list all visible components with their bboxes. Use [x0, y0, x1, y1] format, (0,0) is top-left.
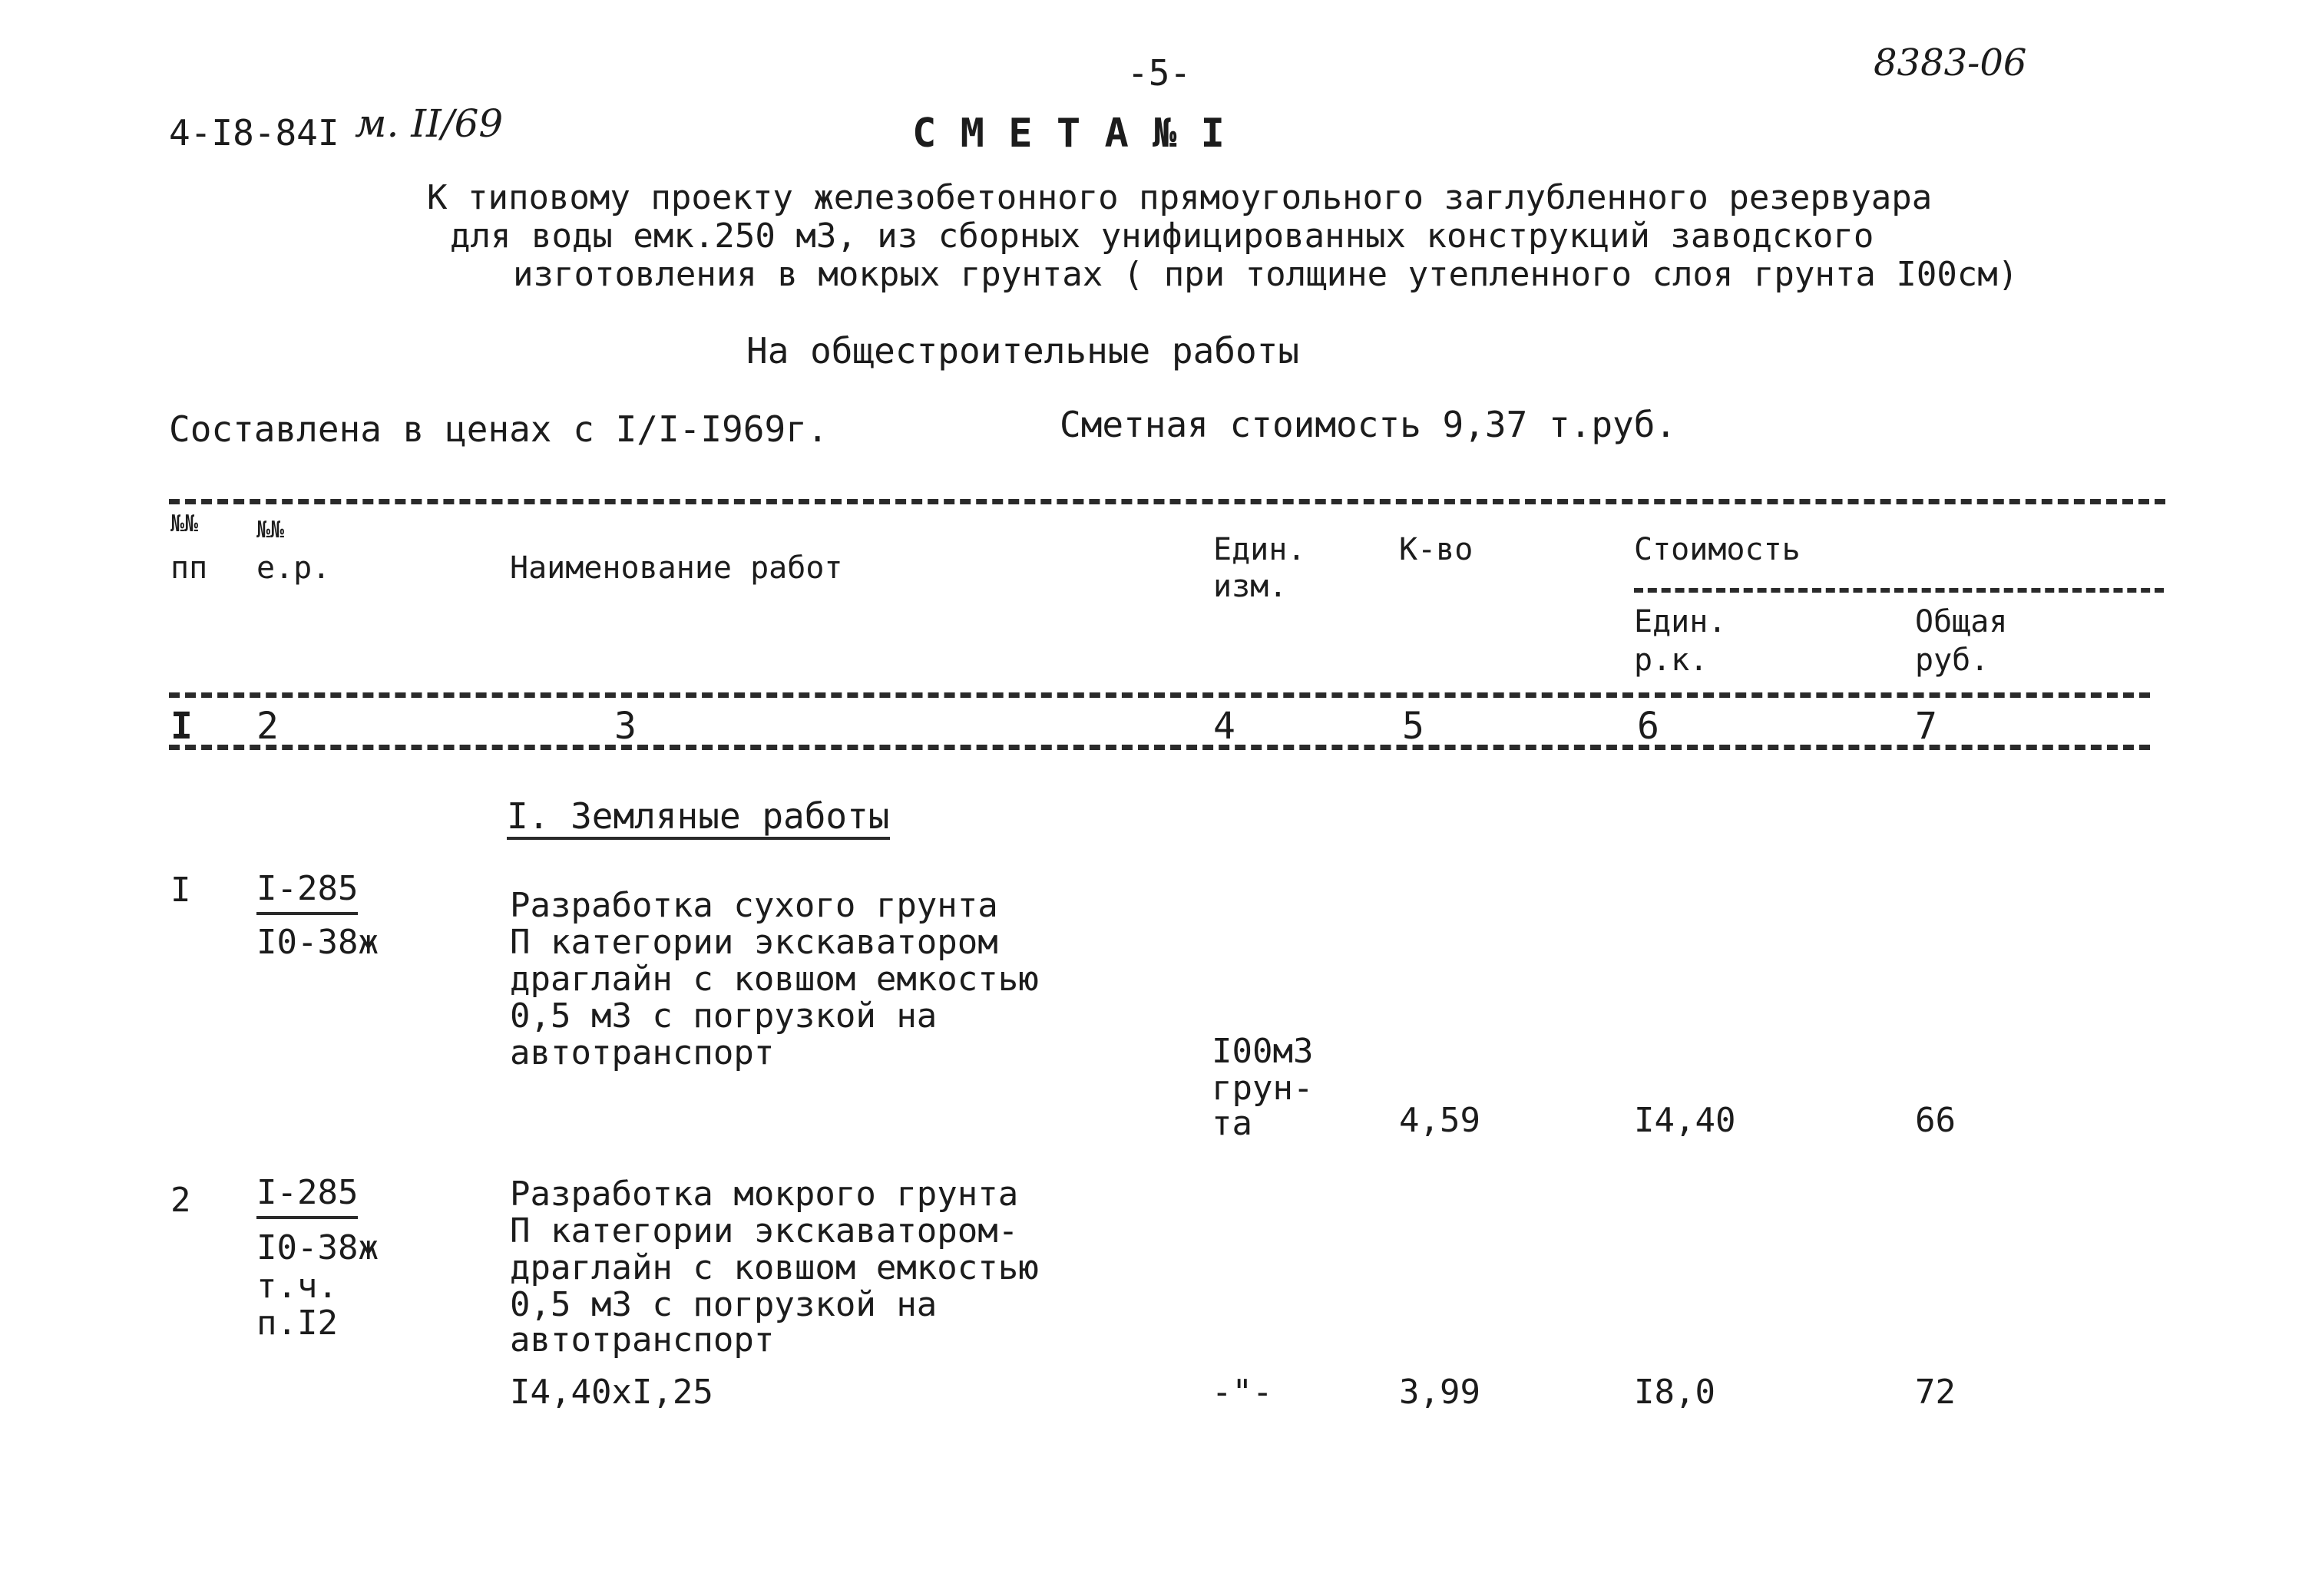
works-category: На общестроительные работы: [746, 330, 1300, 372]
column-number-7: 7: [1915, 705, 1937, 748]
header-unit-top: Един.: [1213, 532, 1306, 567]
row-2-ref-secondary: I0-38ж: [256, 1228, 379, 1267]
header-cost-total-bottom: руб.: [1915, 643, 1990, 678]
table-header-bottom-rule: [169, 692, 2150, 698]
row-1-unit-line-1: I00м3: [1212, 1032, 1314, 1071]
column-number-4: 4: [1213, 705, 1235, 748]
header-work-name: Наименование работ: [510, 550, 843, 586]
row-2-unit-price: I8,0: [1634, 1373, 1715, 1412]
column-number-3: 3: [614, 705, 637, 748]
row-1-description-line-1: Разработка сухого грунта: [510, 886, 998, 925]
header-unit-bottom: изм.: [1213, 569, 1288, 604]
column-number-5: 5: [1402, 705, 1424, 748]
header-no-top: №№: [170, 511, 199, 537]
row-1-quantity: 4,59: [1399, 1101, 1480, 1140]
row-2-ref-line-4: п.I2: [256, 1304, 338, 1343]
row-1-description-line-2: П категории экскаватором: [510, 923, 998, 962]
header-cost-unit-top: Един.: [1634, 604, 1727, 639]
row-1-number: I: [170, 871, 191, 910]
header-quantity: К-во: [1399, 532, 1474, 567]
row-1-description-line-3: драглайн с ковшом емкостью: [510, 960, 1039, 999]
cost-subheader-rule: [1634, 588, 2164, 593]
subtitle-line-2: для воды емк.250 м3, из сборных унифицированных конструкций заводского: [450, 216, 1874, 256]
estimate-title: С М Е Т А № I: [912, 111, 1225, 157]
column-number-2: 2: [256, 705, 279, 748]
subtitle-line-1: К типовому проекту железобетонного прямоугольного заглубленного резервуара: [427, 178, 1933, 217]
project-code: 4-I8-84I: [169, 112, 339, 154]
row-2-description-line-5: автотранспорт: [510, 1320, 775, 1360]
table-top-rule: [169, 499, 2165, 504]
row-2-ref-primary: I-285: [256, 1175, 358, 1219]
section-title: I. Земляные работы: [507, 798, 890, 840]
row-1-unit-line-3: та: [1212, 1104, 1252, 1143]
row-2-description-line-4: 0,5 м3 с погрузкой на: [510, 1285, 938, 1324]
row-1-unit-price: I4,40: [1634, 1101, 1736, 1140]
row-1-ref-secondary: I0-38ж: [256, 923, 379, 962]
row-2-total: 72: [1915, 1373, 1956, 1412]
column-number-1: I: [170, 705, 193, 748]
row-2-formula: I4,40хI,25: [510, 1373, 713, 1412]
row-1-ref-primary: I-285: [256, 871, 358, 915]
header-er-top: №№: [256, 517, 285, 544]
row-2-description-line-1: Разработка мокрого грунта: [510, 1175, 1019, 1214]
row-2-quantity: 3,99: [1399, 1373, 1480, 1412]
row-1-description-line-4: 0,5 м3 с погрузкой на: [510, 996, 938, 1036]
row-2-description-line-3: драглайн с ковшом емкостью: [510, 1248, 1039, 1287]
estimated-cost: Сметная стоимость 9,37 т.руб.: [1060, 404, 1677, 445]
subtitle-line-3: изготовления в мокрых грунтах ( при толщине утепленного слоя грунта I00см): [513, 255, 2019, 294]
row-2-number: 2: [170, 1181, 191, 1220]
project-code-handwritten: м. ІІ/69: [355, 101, 504, 146]
row-1-description-line-5: автотранспорт: [510, 1033, 775, 1072]
header-cost-total-top: Общая: [1915, 604, 2008, 639]
row-2-ref-line-3: т.ч.: [256, 1267, 338, 1306]
prices-as-of: Составлена в ценах с I/I-I969г.: [169, 408, 829, 450]
header-no-bottom: пп: [170, 550, 208, 586]
column-numbers-rule: [169, 745, 2150, 750]
column-number-6: 6: [1637, 705, 1659, 748]
header-cost-unit-bottom: р.к.: [1634, 643, 1708, 678]
row-1-total: 66: [1915, 1101, 1956, 1140]
row-2-unit: -"-: [1212, 1373, 1273, 1412]
header-er-bottom: е.р.: [256, 550, 331, 586]
page-number: -5-: [1127, 52, 1192, 94]
row-2-description-line-2: П категории экскаватором-: [510, 1211, 1019, 1251]
document-code: 8383-06: [1874, 41, 2027, 84]
header-cost: Стоимость: [1634, 532, 1801, 567]
row-1-unit-line-2: грун-: [1212, 1069, 1314, 1108]
